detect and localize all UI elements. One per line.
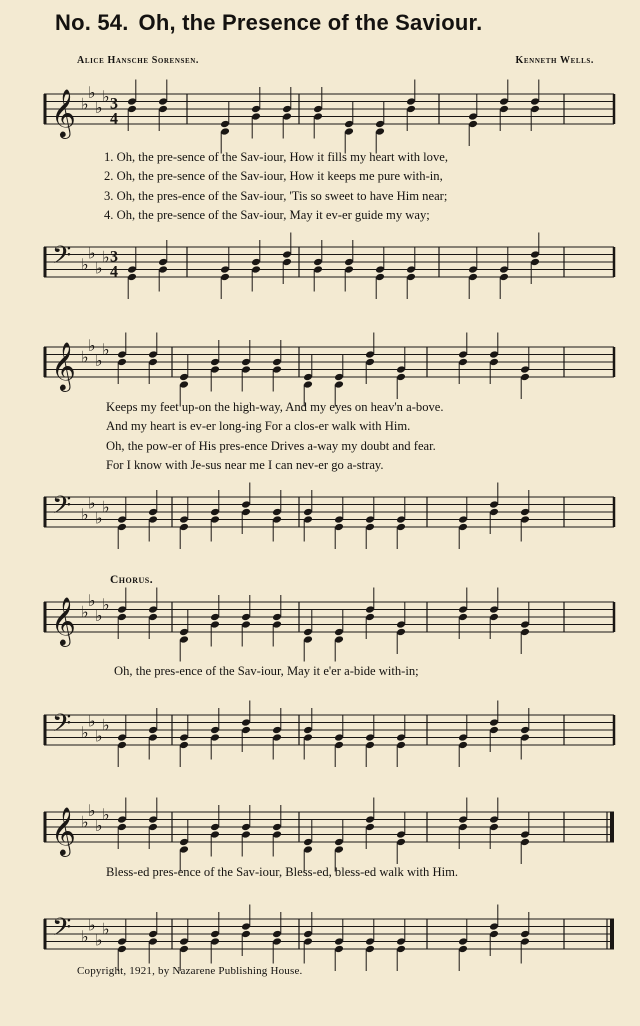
time-signature-bottom: 4 xyxy=(110,263,118,281)
chorus-label: Chorus. xyxy=(110,574,154,586)
copyright-notice: Copyright, 1921, by Nazarene Publishing House. xyxy=(77,965,303,977)
bass-clef-icon: 𝄢 xyxy=(52,913,72,948)
flat-icon: ♭ xyxy=(102,594,110,614)
flat-icon: ♭ xyxy=(95,98,103,117)
bass-clef-icon: 𝄢 xyxy=(52,709,72,744)
lyricist-credit: Alice Hansche Sorensen. xyxy=(77,55,199,66)
flat-icon: ♭ xyxy=(102,919,110,939)
bass-staff-1 xyxy=(44,235,620,295)
flat-icon: ♭ xyxy=(88,243,96,263)
system-4 xyxy=(44,800,620,960)
treble-staff-2 xyxy=(44,335,620,395)
verse-1-line-1: 1. Oh, the pre-sence of the Sav-iour, How it fills my heart with love, xyxy=(104,150,448,164)
flat-icon: ♭ xyxy=(88,493,96,513)
chorus-lyrics-line-2 xyxy=(106,863,458,882)
flat-icon: ♭ xyxy=(95,351,103,370)
verse-lyrics-line-2 xyxy=(106,398,444,475)
flat-icon: ♭ xyxy=(95,258,103,278)
verse-1-line-2: Keeps my feet up-on the high-way, And my eyes on heav'n a-bove. xyxy=(106,400,444,414)
flat-icon: ♭ xyxy=(95,726,103,746)
notes xyxy=(117,483,530,550)
bass-clef-icon: 𝄢 xyxy=(52,241,72,276)
flat-icon: ♭ xyxy=(102,804,110,824)
flat-icon: ♭ xyxy=(88,915,96,935)
verse-2-line-1: 2. Oh, the pre-sence of the Sav-iour, How it keeps me pure with-in, xyxy=(104,169,443,184)
verse-4-line-1: 4. Oh, the pre-sence of the Sav-iour, May it ev-er guide my way; xyxy=(104,207,430,222)
flat-icon: ♭ xyxy=(95,508,103,528)
time-signature-bottom: 4 xyxy=(110,110,118,128)
time-signature-top: 3 xyxy=(110,95,118,113)
verse-4-line-2: For I know with Je-sus near me I can nev-er go a-stray. xyxy=(106,457,384,472)
system-1 xyxy=(44,72,620,287)
chorus-line-2: Bless-ed pres-ence of the Sav-iour, Bless-ed, bless-ed walk with Him. xyxy=(106,865,459,879)
flat-icon: ♭ xyxy=(81,722,89,742)
treble-staff-3 xyxy=(44,590,620,650)
verse-3-line-2: Oh, the pow-er of His pres-ence Drives a-way my doubt and fear. xyxy=(106,438,436,453)
notes xyxy=(117,701,530,768)
flat-icon: ♭ xyxy=(81,926,89,946)
flat-icon: ♭ xyxy=(102,339,110,359)
flat-icon: ♭ xyxy=(95,816,103,835)
flat-icon: ♭ xyxy=(88,801,96,820)
chorus-lyrics-line-1 xyxy=(114,662,419,681)
flat-icon: ♭ xyxy=(102,497,110,517)
hymn-title xyxy=(55,10,615,36)
flat-icon: ♭ xyxy=(81,602,89,622)
treble-clef-icon: 𝄞 xyxy=(51,88,76,137)
hymn-title-text: Oh, the Presence of the Saviour. xyxy=(138,10,483,35)
system-3 xyxy=(44,590,620,760)
verse-lyrics-line-1 xyxy=(104,148,448,225)
flat-icon: ♭ xyxy=(81,254,89,274)
flat-icon: ♭ xyxy=(102,86,110,106)
flat-icon: ♭ xyxy=(102,247,110,267)
notes xyxy=(117,905,530,972)
flat-icon: ♭ xyxy=(88,336,96,355)
treble-clef-icon: 𝄞 xyxy=(51,806,76,855)
chorus-line-1: Oh, the pres-ence of the Sav-iour, May it e'er a-bide with-in; xyxy=(114,664,419,678)
flat-icon: ♭ xyxy=(81,504,89,524)
treble-clef-icon: 𝄞 xyxy=(51,341,76,390)
system-2 xyxy=(44,330,620,545)
staff-lines xyxy=(44,247,614,277)
treble-staff-1 xyxy=(44,82,620,142)
bass-staff-3 xyxy=(44,703,620,763)
bass-clef-icon: 𝄢 xyxy=(52,491,72,526)
flat-icon: ♭ xyxy=(88,711,96,731)
notes xyxy=(127,233,540,300)
bass-staff-4 xyxy=(44,907,620,967)
treble-staff-4 xyxy=(44,800,620,860)
bass-staff-2 xyxy=(44,485,620,545)
time-signature-top: 3 xyxy=(110,248,118,266)
flat-icon: ♭ xyxy=(81,812,89,832)
flat-icon: ♭ xyxy=(95,606,103,625)
treble-clef-icon: 𝄞 xyxy=(51,596,76,645)
flat-icon: ♭ xyxy=(95,930,103,950)
flat-icon: ♭ xyxy=(102,715,110,735)
composer-credit: Kenneth Wells. xyxy=(515,55,594,66)
flat-icon: ♭ xyxy=(81,347,89,367)
flat-icon: ♭ xyxy=(88,83,96,102)
flat-icon: ♭ xyxy=(81,94,89,114)
flat-icon: ♭ xyxy=(88,591,96,610)
verse-2-line-2: And my heart is ev-er long-ing For a clos-er walk with Him. xyxy=(106,419,411,434)
hymn-number: No. 54. xyxy=(55,10,129,35)
verse-3-line-1: 3. Oh, the pres-ence of the Sav-iour, 'Tis so sweet to have Him near; xyxy=(104,188,448,203)
